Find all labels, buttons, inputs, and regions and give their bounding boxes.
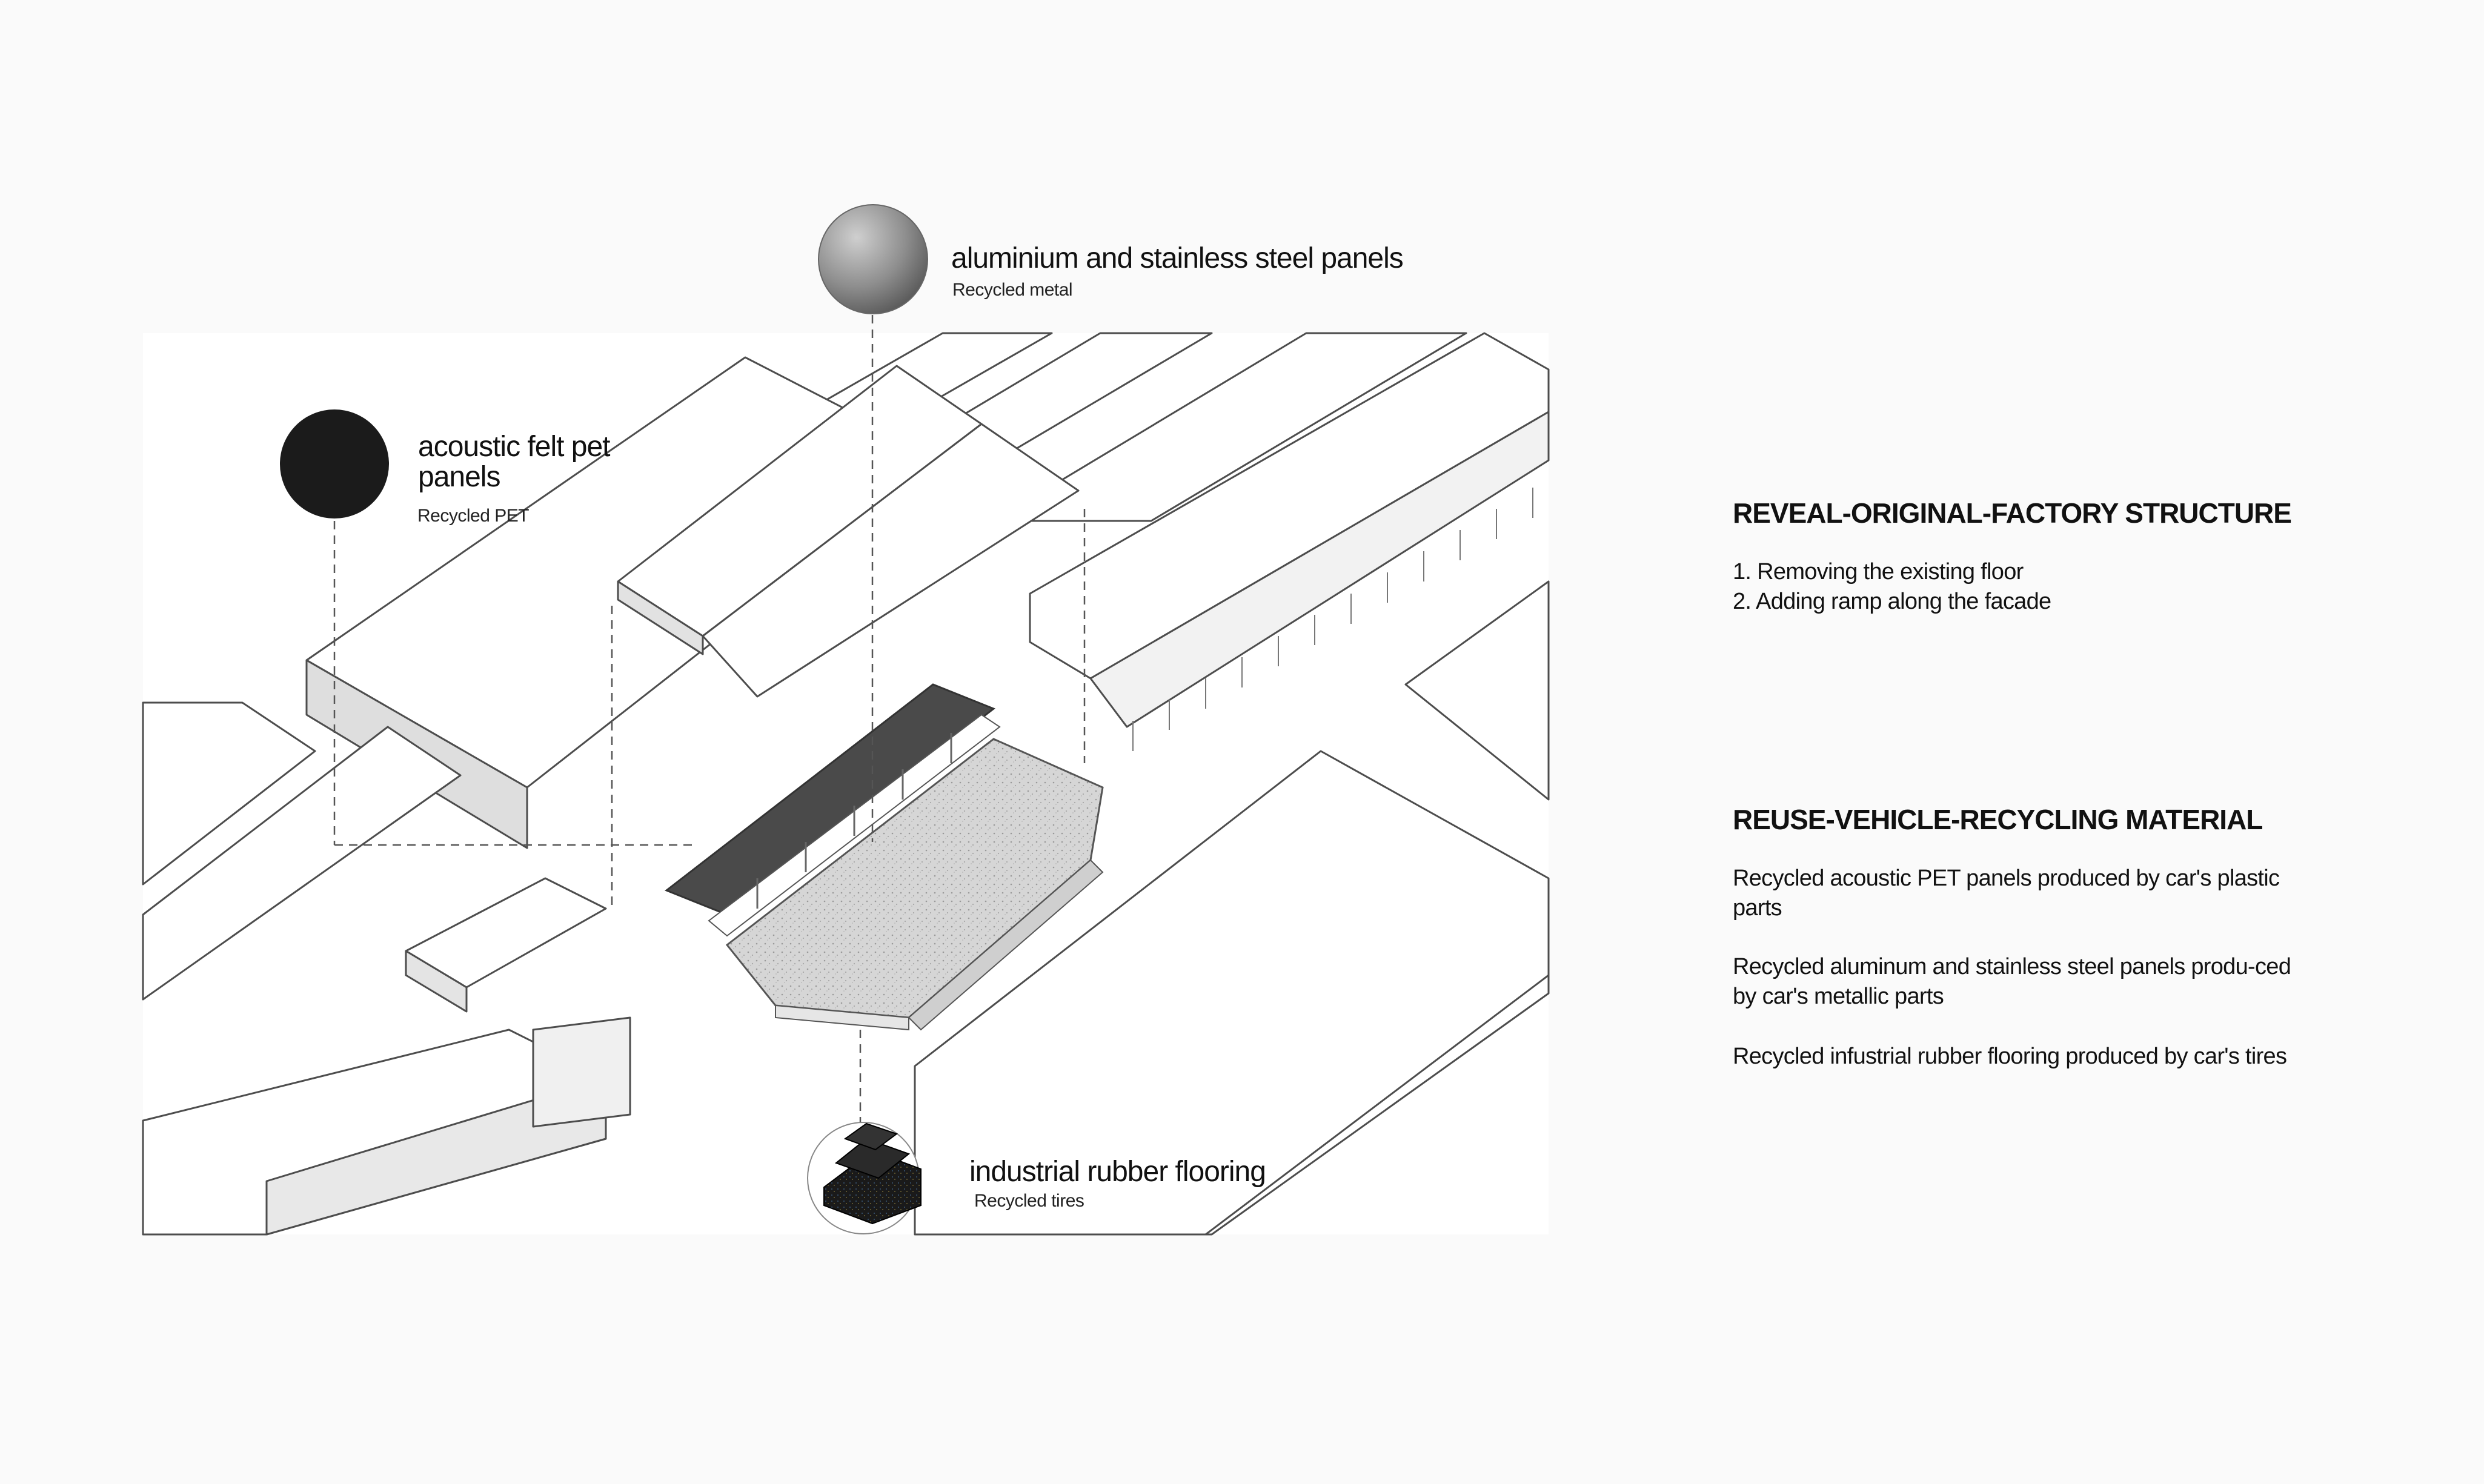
metal-sphere-icon (819, 205, 928, 314)
felt-callout-subtitle: Recycled PET (417, 506, 530, 526)
metal-callout-subtitle: Recycled metal (952, 280, 1073, 300)
reuse-paragraph: Recycled aluminum and stainless steel panels produ-ced by car's metallic parts (1733, 954, 2291, 1009)
reuse-heading: REUSE-VEHICLE-RECYCLING MATERIAL (1733, 804, 2263, 835)
tower-block (533, 1018, 630, 1127)
metal-callout-title: aluminium and stainless steel panels (951, 242, 1403, 274)
felt-sphere-icon (280, 409, 389, 518)
felt-callout-title: acoustic felt pet panels (418, 431, 610, 493)
reveal-item: 2. Adding ramp along the facade (1733, 589, 2051, 614)
reuse-paragraph: Recycled acoustic PET panels produced by car's plastic parts (1733, 866, 2280, 921)
rubber-callout-title: industrial rubber flooring (969, 1156, 1266, 1188)
rubber-tiles-icon (808, 1122, 921, 1234)
rubber-callout-subtitle: Recycled tires (974, 1191, 1084, 1211)
reveal-item: 1. Removing the existing floor (1733, 559, 2024, 585)
reveal-heading: REVEAL-ORIGINAL-FACTORY STRUCTURE (1733, 497, 2291, 529)
reuse-paragraph: Recycled infustrial rubber flooring produced by car's tires (1733, 1044, 2287, 1069)
